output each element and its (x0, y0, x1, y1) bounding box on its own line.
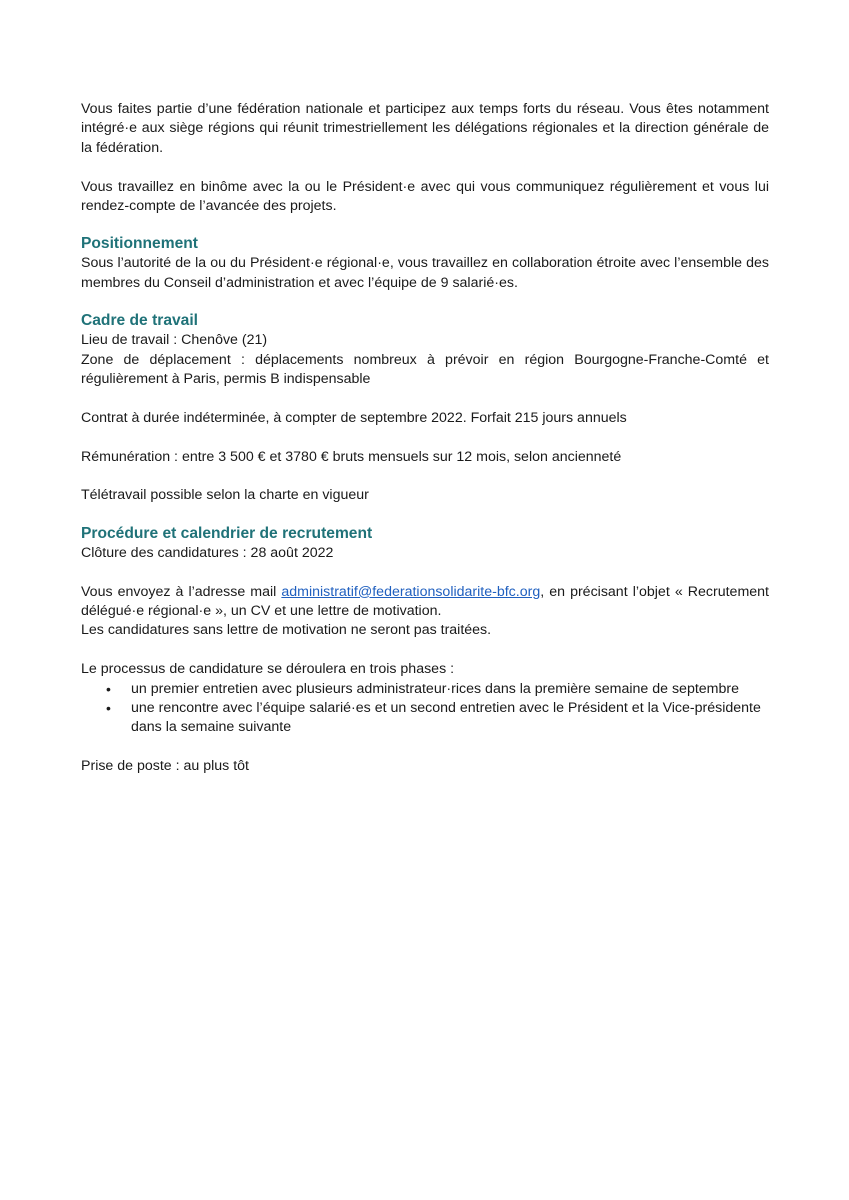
section-heading-procedure: Procédure et calendrier de recrutement (81, 524, 373, 542)
phase-text: un premier entretien avec plusieurs administrateur·rices dans la première semaine de septembre (131, 680, 739, 697)
procedure-envoi-before: Vous envoyez à l’adresse mail (81, 583, 282, 600)
procedure-envoi-after: , en précisant l’objet « Recrutement délégué·e régional·e », un CV et une lettre de motivation. (81, 583, 769, 620)
procedure-cloture: Clôture des candidatures : 28 août 2022 (81, 544, 334, 561)
document-page (81, 100, 769, 777)
section-heading-positionnement: Positionnement (81, 235, 198, 253)
positionnement-text: Sous l’autorité de la ou du Président·e régional·e, vous travaillez en collaboration étroite avec l’ensemble des membres du Conseil d’administration et avec l’équipe de 9 salarié·es. (81, 255, 769, 291)
section-heading-cadre: Cadre de travail (81, 312, 199, 330)
list-item (81, 699, 769, 738)
phase-text: une rencontre avec l’équipe salarié·es et un second entretien avec le Président et la Vice-présidente dans la semaine suivante (131, 700, 761, 736)
cadre-teletravail: Télétravail possible selon la charte en vigueur (81, 487, 369, 504)
procedure-envoi (81, 583, 769, 622)
intro-paragraph-1: Vous faites partie d’une fédération nationale et participez aux temps forts du réseau. Vous êtes notamment intégré·e aux siège régions qui réunit trimestriellement les délégations régionales et la direction générale de la fédération. (81, 101, 769, 156)
list-item (81, 680, 769, 699)
cadre-remuneration: Rémunération : entre 3 500 € et 3780 € bruts mensuels sur 12 mois, selon ancienneté (81, 448, 622, 465)
cadre-contrat: Contrat à durée indéterminée, à compter de septembre 2022. Forfait 215 jours annuels (81, 409, 627, 426)
bullet-icon: • (106, 700, 111, 717)
phases-list (81, 680, 769, 738)
bullet-icon: • (106, 680, 111, 697)
procedure-sans-lettre: Les candidatures sans lettre de motivation ne seront pas traitées. (81, 622, 492, 639)
procedure-processus: Le processus de candidature se déroulera en trois phases : (81, 661, 455, 678)
cadre-zone: Zone de déplacement : déplacements nombreux à prévoir en région Bourgogne-Franche-Comté et régulièrement à Paris, permis B indispensable (81, 351, 769, 388)
procedure-prise-de-poste: Prise de poste : au plus tôt (81, 758, 249, 775)
email-link[interactable]: administratif@federationsolidarite-bfc.org (281, 583, 541, 600)
intro-paragraph-2: Vous travaillez en binôme avec la ou le Président·e avec qui vous communiquez régulièrement et vous lui rendez-compte de l’avancée des projets. (81, 178, 769, 215)
cadre-lieu: Lieu de travail : Chenôve (21) (81, 332, 268, 349)
